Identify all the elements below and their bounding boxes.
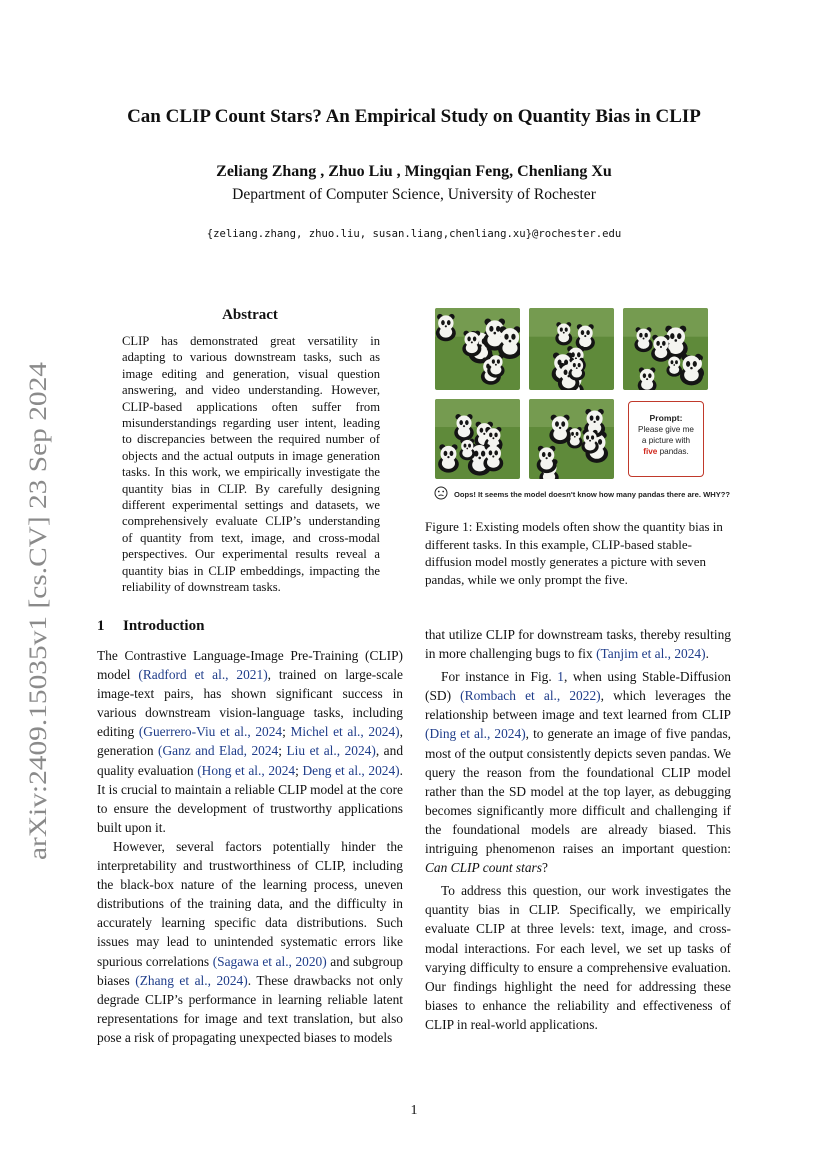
page-number: 1 (410, 1103, 418, 1118)
panda-figure (459, 439, 475, 461)
figure-ref-link[interactable]: 1 (557, 669, 564, 685)
citation-link[interactable]: Liu et al., 2024) (286, 743, 376, 759)
text-span: ; (295, 762, 303, 778)
panda-figure (483, 444, 503, 471)
intro-paragraph-2 (97, 837, 403, 1047)
intro-paragraph-5: To address this question, our work investigates the quantity bias in CLIP. Specifically, we empirically evaluate CLIP at three levels: text, image, and cross-modal interactions. For each level, we set up tasks of varying difficulty to ensure a comprehensive evaluation. Our findings highlight the need for addressing these biases to enhance the reliability and effectiveness of CLIP in real-world applications. (425, 883, 731, 1032)
intro-paragraph-4 (425, 667, 731, 877)
affiliation: Department of Computer Science, University of Rochester (232, 186, 596, 203)
text-span: that utilize CLIP for downstream tasks, thereby resulting in more challenging bugs to fix (425, 627, 731, 662)
text-span: , when using Stable-Diffusion (SD) (425, 669, 731, 704)
prompt-tail: pandas. (659, 447, 689, 456)
panda-figure (549, 415, 570, 444)
text-span: , trained on large-scale image-text pairs, has shown significant success in various downstream vision-language tasks, including editing (97, 667, 403, 740)
panda-figure (576, 324, 595, 350)
intro-right-column (425, 625, 731, 1034)
panda-figure (555, 322, 572, 345)
panda-image-5 (529, 399, 614, 479)
panda-figure (537, 446, 557, 473)
text-span: The Contrastive Language-Image Pre-Training (CLIP) model (97, 648, 403, 683)
text-span: , to generate an image of five pandas, most of the output consistently depicts seven pandas. We query the reason from the foundational CLIP model rather than the SD model at the top layer, as debugging becomes significantly more difficult and challenging if the foundational models are already biased. This intriguing phenomenon raises an important question: (425, 726, 732, 857)
prompt-title: Prompt: (649, 413, 683, 423)
panda-figure (666, 355, 682, 376)
text-span: . (705, 646, 709, 662)
citation-link[interactable]: (Ding et al., 2024) (425, 726, 526, 742)
citation-link[interactable]: (Radford et al., 2021) (138, 667, 268, 683)
text-span: . These drawbacks not only degrade CLIP’s performance in learning reliable latent representations for image and text translation, but also pose a risk of propagating unexpected biases to models (97, 972, 403, 1045)
panda-figure (568, 358, 585, 381)
text-span: However, several factors potentially hinder the interpretability and trustworthiness of CLIP, including the black-box nature of the learning process, uneven distributions of the training data, and the difficulty in accurately learning specific data distributions. Such issues may lead to unintended systematic errors like spurious correlations (97, 838, 403, 969)
text-span: , and quality evaluation (97, 743, 404, 778)
citation-link[interactable]: (Sagawa et al., 2020) (212, 953, 327, 969)
panda-figure (454, 414, 473, 441)
abstract-body: CLIP has demonstrated great versatility in adapting to various downstream tasks, such as image editing and generation, visual question answering, and video understanding. However, CLIP-based applications often suffer from misunderstandings regarding user intent, leading to discrepancies between the required number of objects and the actual outputs in image generation tasks. In this work, we empirically investigate the quantity bias in CLIP. By carefully designing different experimental settings and datasets, we comprehensively evaluate CLIP’s understanding of quantity from text, image, and cross-modal perspectives. Our experimental results reveal a quantity bias in CLIP embeddings, impacting the reliability of downstream tasks. (122, 334, 380, 595)
arxiv-sidebar-stamp (16, 360, 56, 860)
intro-left-column (97, 646, 403, 1047)
panda-figure (498, 326, 520, 359)
text-span: and subgroup biases (97, 953, 403, 988)
citation-link[interactable]: (Ganz and Elad, 2024 (158, 743, 279, 759)
panda-figure (680, 354, 703, 386)
text-span: For instance in Fig. (441, 669, 558, 685)
figure-oops-line (434, 486, 730, 502)
figure-caption: Figure 1: Existing models often show the quantity bias in different tasks. In this example, CLIP-based stable-diffusion model mostly generates a picture with seven pandas, while we only prompt the five. (425, 519, 723, 587)
panda-figure (462, 331, 481, 357)
citation-link[interactable]: Michel et al., 2024) (290, 724, 400, 740)
abstract-heading: Abstract (222, 307, 278, 323)
panda-figure (438, 444, 459, 472)
section-heading-introduction (97, 618, 204, 635)
citation-link[interactable]: (Zhang et al., 2024) (135, 972, 248, 988)
citation-link[interactable]: (Rombach et al., 2022) (460, 688, 601, 704)
panda-figure (638, 367, 657, 390)
panda-figure (634, 327, 652, 352)
panda-image-1 (435, 308, 520, 390)
panda-image-4 (435, 399, 520, 479)
paper-title: Can CLIP Count Stars? An Empirical Study on Quantity Bias in CLIP (127, 106, 701, 127)
arxiv-id-text: arXiv:2409.15035v1 [cs.CV] 23 Sep 2024 (25, 436, 52, 860)
author-emails[interactable]: {zeliang.zhang, zhuo.liu, susan.liang,chenliang.xu}@rochester.edu (206, 228, 622, 240)
text-span: . It is crucial to maintain a reliable CLIP model at the core to ensure the development of trustworthy applications built upon it. (97, 762, 403, 835)
section-number: 1 (97, 618, 105, 634)
prompt-line-2: a picture with (641, 436, 691, 445)
intro-paragraph-1 (97, 646, 403, 837)
author-list: Zeliang Zhang , Zhuo Liu , Mingqian Feng, Chenliang Xu (216, 163, 612, 180)
text-span: ? (541, 860, 548, 876)
text-span: ; (282, 724, 291, 740)
section-title: Introduction (123, 618, 205, 634)
prompt-card (628, 401, 704, 477)
citation-link[interactable]: (Hong et al., 2024 (197, 762, 296, 778)
text-span: , which leverages the relationship between image and text learned from CLIP (425, 688, 731, 723)
panda-figure (487, 354, 504, 378)
text-span: , generation (97, 724, 403, 759)
citation-link[interactable]: (Tanjim et al., 2024) (596, 646, 706, 662)
prompt-highlight: five (643, 447, 658, 456)
oops-text: Oops! It seems the model doesn't know how many pandas there are. WHY?? (454, 489, 731, 499)
panda-image-2 (529, 308, 614, 390)
citation-link[interactable]: (Guerrero-Viu et al., 2024 (138, 724, 283, 740)
citation-link[interactable]: Deng et al., 2024) (302, 762, 400, 778)
confused-face-icon (434, 486, 448, 502)
prompt-line-1: Please give me (638, 425, 694, 434)
text-span: ; (278, 743, 287, 759)
intro-paragraph-3 (425, 625, 731, 663)
panda-image-3 (623, 308, 708, 390)
panda-figure (581, 430, 598, 454)
prompt-line-3 (629, 446, 703, 457)
panda-figure (436, 314, 456, 341)
research-question: Can CLIP count stars (425, 860, 542, 876)
